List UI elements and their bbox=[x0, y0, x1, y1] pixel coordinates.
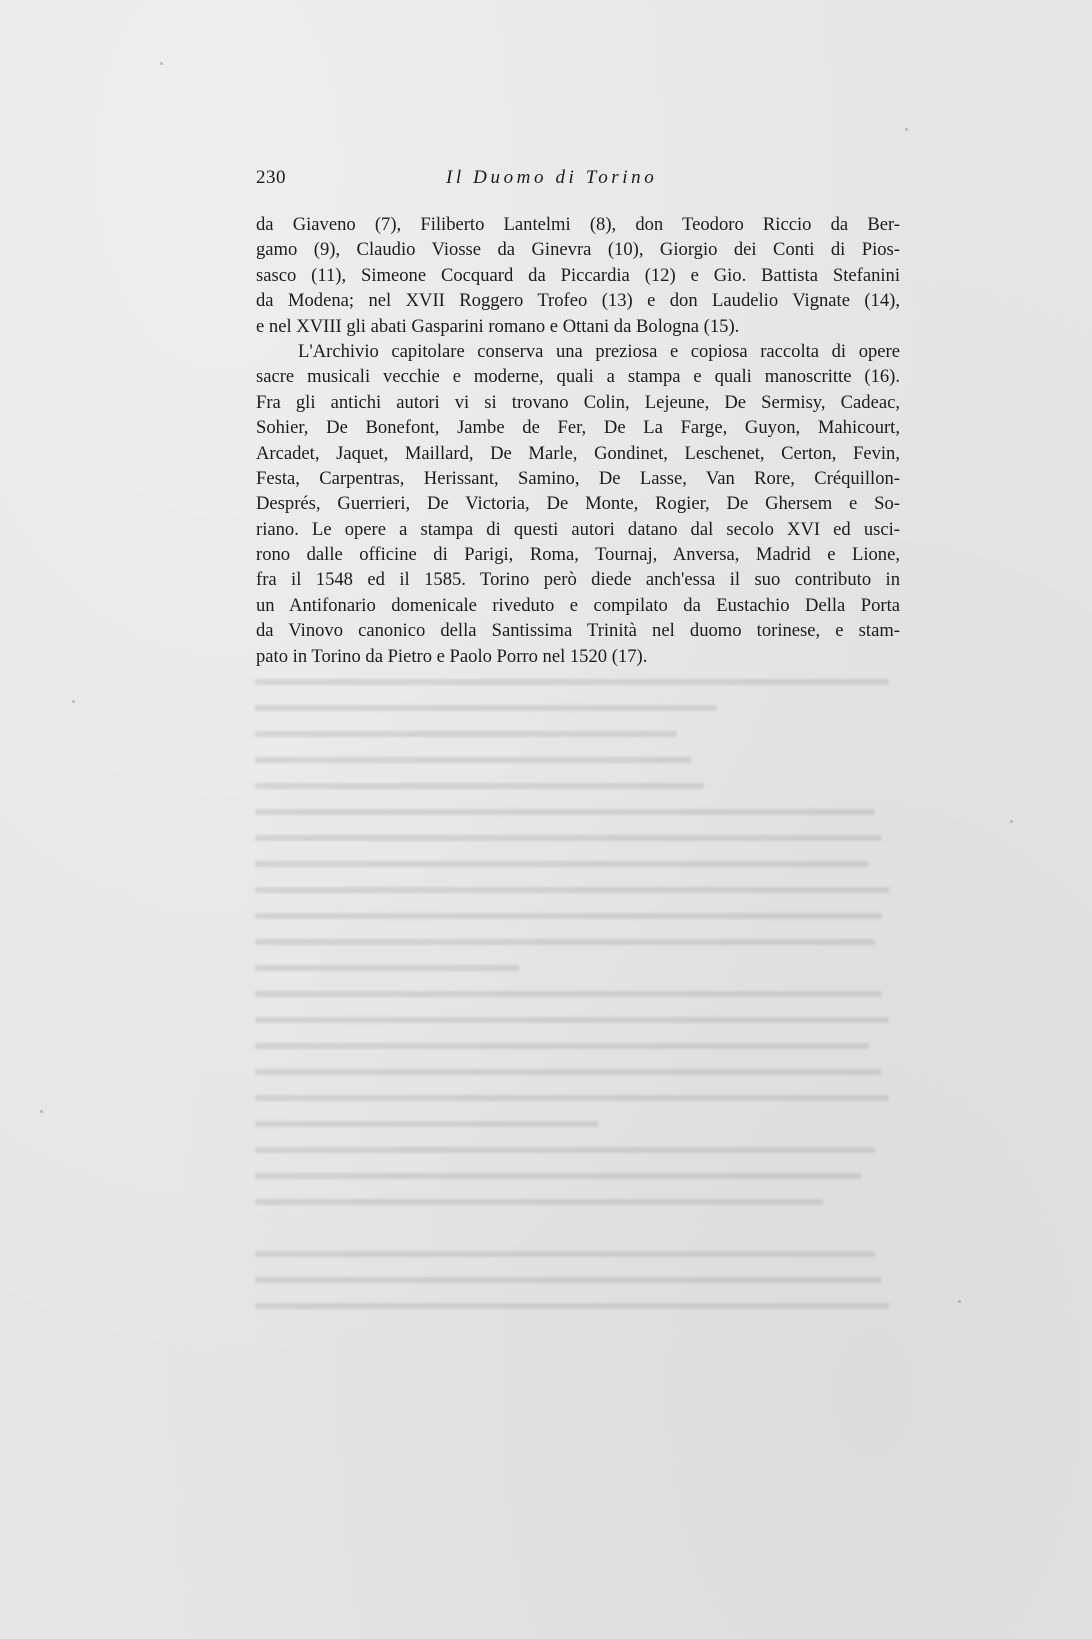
bleed-through-text bbox=[255, 668, 915, 1328]
text-line: da Vinovo canonico della Santissima Trinità nel duomo torinese, e stam- bbox=[256, 620, 900, 642]
text-line: rono dalle officine di Parigi, Roma, Tournaj, Anversa, Madrid e Lione, bbox=[256, 544, 900, 566]
text-line: fra il 1548 ed il 1585. Torino però diede anch'essa il suo contributo in bbox=[256, 569, 900, 591]
paper-speck bbox=[1010, 820, 1013, 823]
paper-speck bbox=[72, 700, 75, 703]
text-line: L'Archivio capitolare conserva una preziosa e copiosa raccolta di opere bbox=[298, 340, 900, 362]
paper-speck bbox=[160, 62, 163, 65]
page-number: 230 bbox=[256, 167, 286, 188]
text-line: Després, Guerrieri, De Victoria, De Monte, Rogier, De Ghersem e So- bbox=[256, 493, 900, 515]
paper-speck bbox=[958, 1300, 961, 1303]
text-line: sacre musicali vecchie e moderne, quali a stampa e quali manoscritte (16). bbox=[256, 366, 900, 388]
text-line: pato in Torino da Pietro e Paolo Porro nel 1520 (17). bbox=[256, 645, 648, 667]
paper-speck bbox=[40, 1110, 43, 1113]
text-line: da Modena; nel XVII Roggero Trofeo (13) e don Laudelio Vignate (14), bbox=[256, 290, 900, 312]
text-line: Festa, Carpentras, Herissant, Samino, De Lasse, Van Rore, Créquillon- bbox=[256, 467, 900, 489]
body-text bbox=[256, 212, 900, 669]
text-line: gamo (9), Claudio Viosse da Ginevra (10), Giorgio dei Conti di Pios- bbox=[256, 239, 900, 261]
page-header bbox=[256, 167, 916, 193]
text-line: sasco (11), Simeone Cocquard da Piccardia (12) e Gio. Battista Stefanini bbox=[256, 264, 900, 286]
text-line: Fra gli antichi autori vi si trovano Colin, Lejeune, De Sermisy, Cadeac, bbox=[256, 391, 900, 413]
text-line: riano. Le opere a stampa di questi autori datano dal secolo XVI ed usci- bbox=[256, 518, 900, 540]
paper-speck bbox=[905, 128, 908, 131]
running-title: Il Duomo di Torino bbox=[446, 167, 658, 188]
text-line: Arcadet, Jaquet, Maillard, De Marle, Gondinet, Leschenet, Certon, Fevin, bbox=[256, 442, 900, 464]
text-line: un Antifonario domenicale riveduto e compilato da Eustachio Della Porta bbox=[256, 594, 900, 616]
text-line: Sohier, De Bonefont, Jambe de Fer, De La Farge, Guyon, Mahicourt, bbox=[256, 417, 900, 439]
text-line: e nel XVIII gli abati Gasparini romano e Ottani da Bologna (15). bbox=[256, 315, 740, 337]
text-line: da Giaveno (7), Filiberto Lantelmi (8), don Teodoro Riccio da Ber- bbox=[256, 214, 900, 235]
